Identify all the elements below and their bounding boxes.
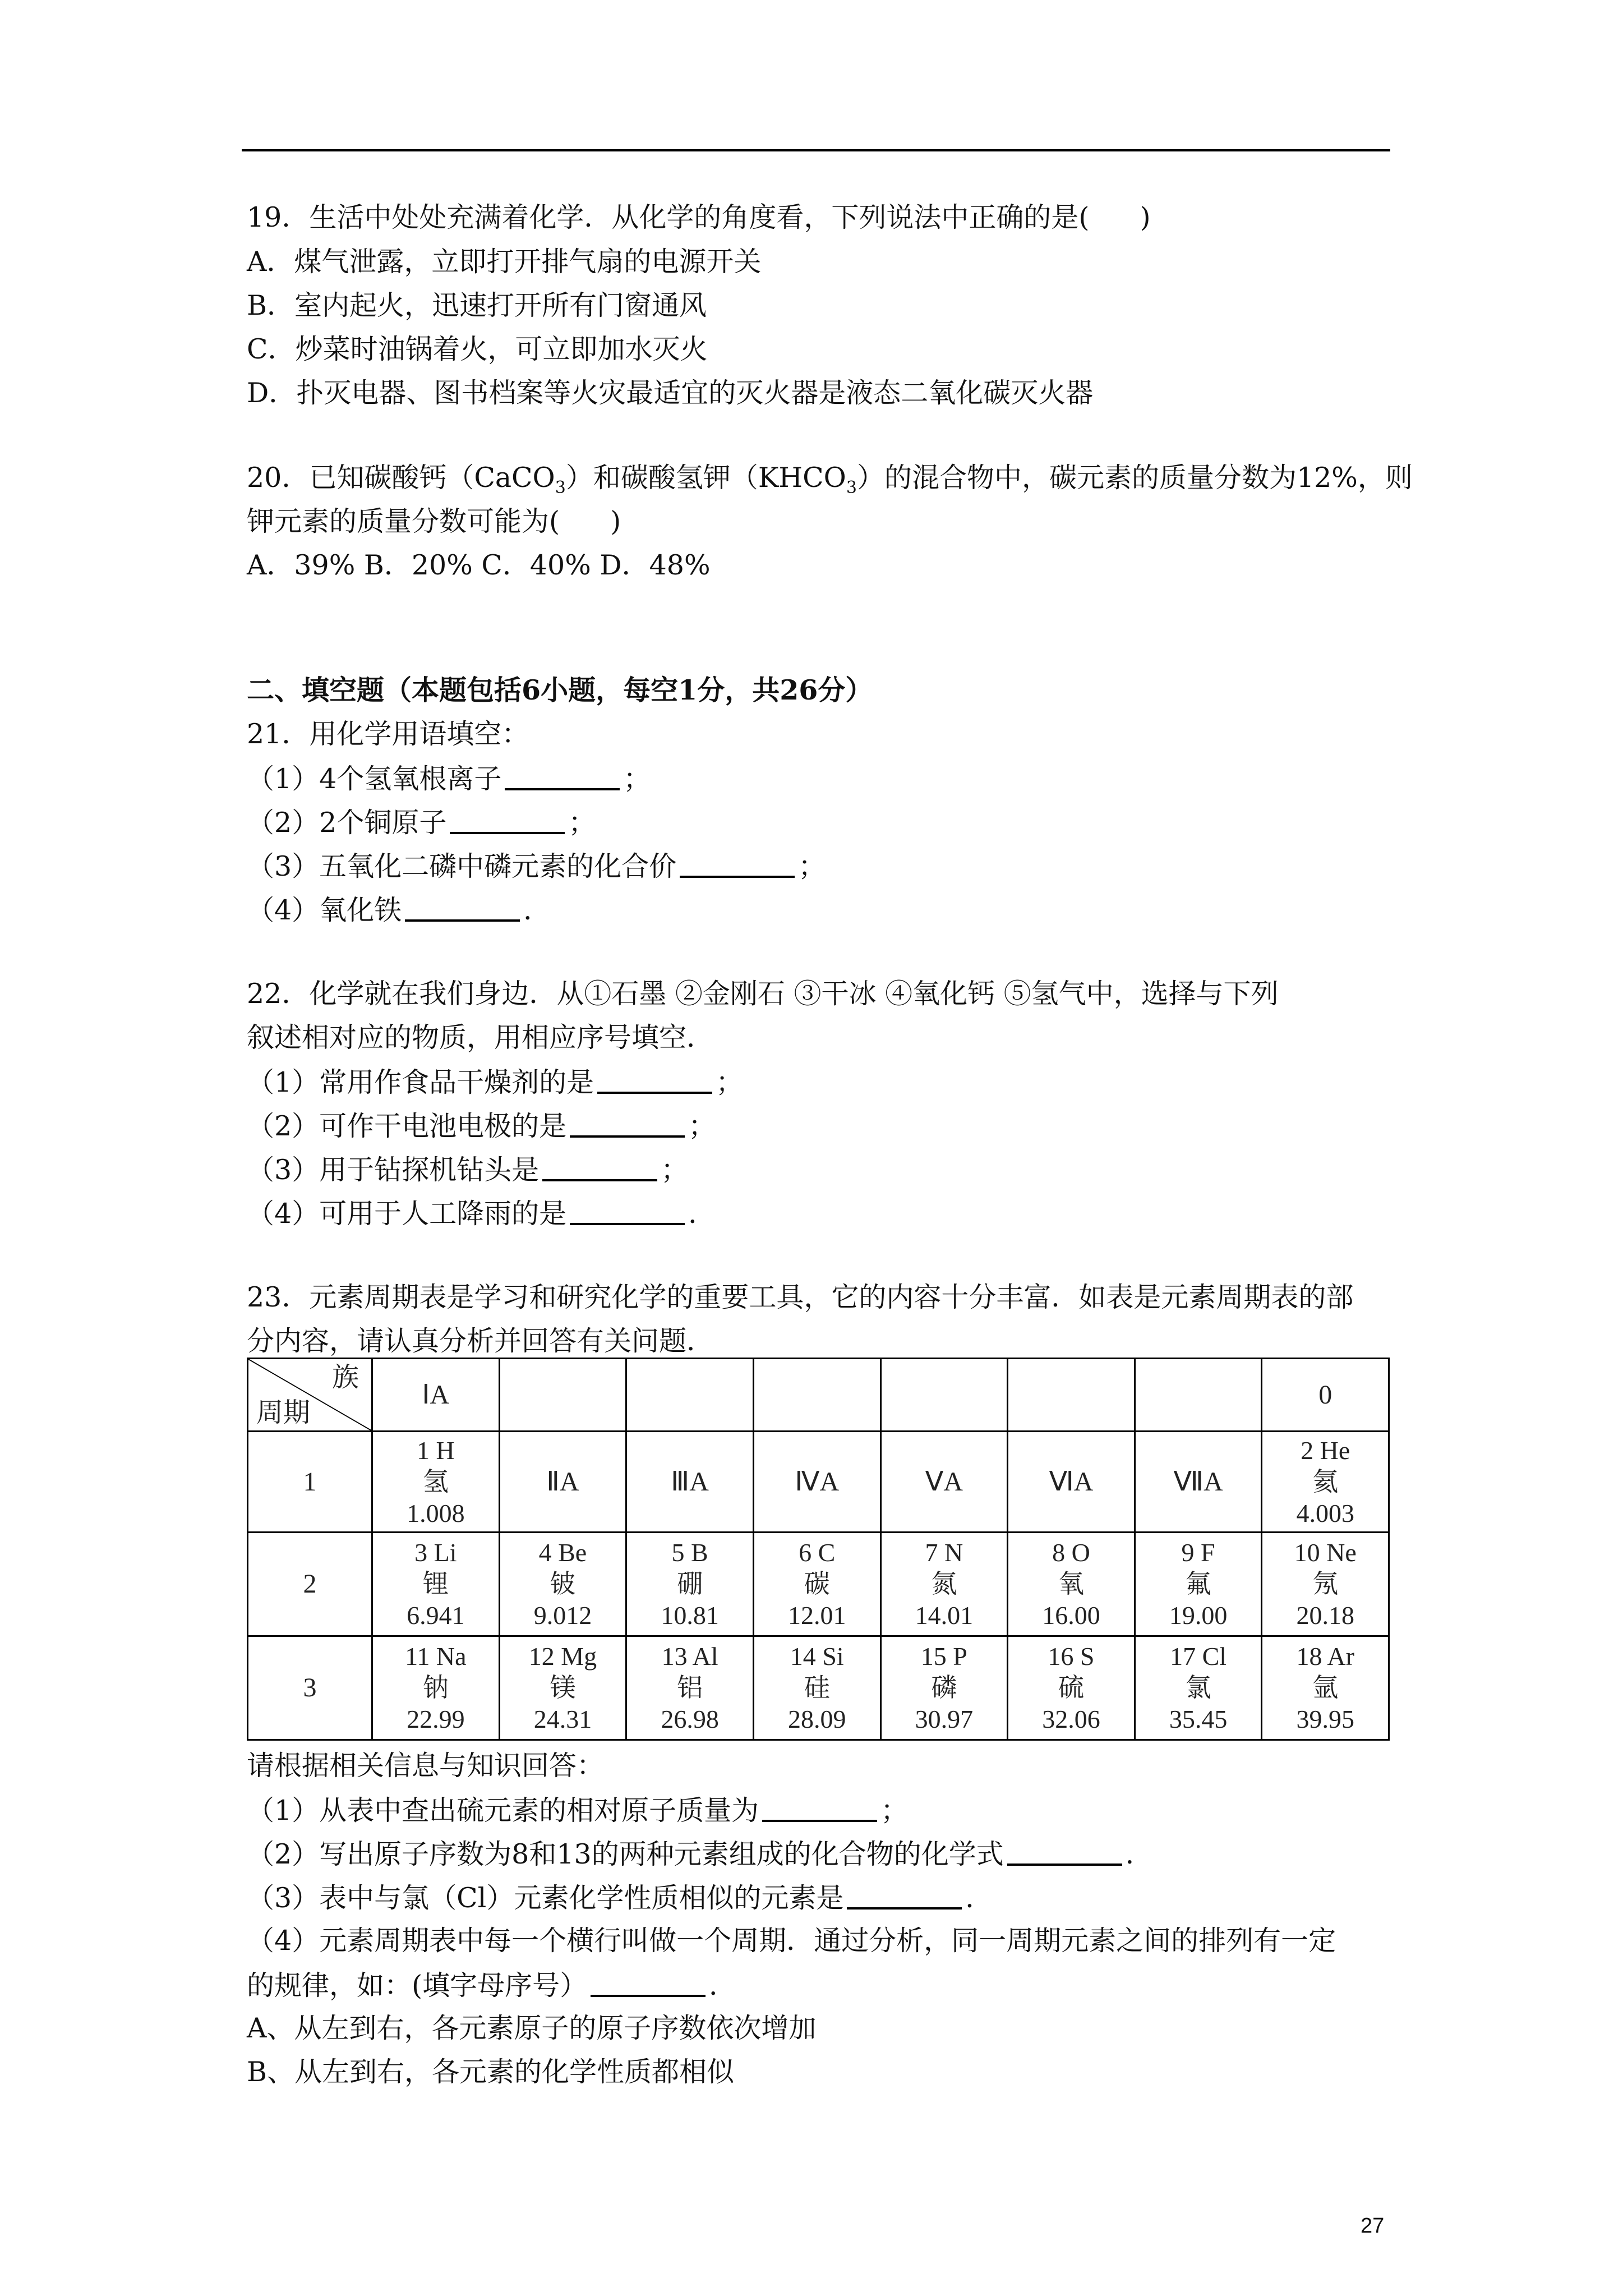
element-symbol: 1 H xyxy=(416,1435,455,1465)
empty-cell xyxy=(753,1359,880,1432)
element-name: 磷 xyxy=(931,1673,957,1702)
element-mass: 12.01 xyxy=(787,1601,846,1630)
element-symbol: 13 Al xyxy=(661,1642,718,1671)
q23-item-2: （2）写出原子序数为8和13的两种元素组成的化合物的化学式 ． xyxy=(247,1837,1153,1871)
element-name: 氮 xyxy=(931,1570,957,1598)
element-cell xyxy=(880,1636,1008,1740)
element-cell xyxy=(1262,1636,1389,1740)
element-cell xyxy=(1135,1636,1262,1740)
element-name: 硼 xyxy=(677,1570,703,1598)
element-mass: 39.95 xyxy=(1296,1705,1354,1733)
element-symbol: 2 He xyxy=(1301,1435,1350,1465)
answer-blank[interactable] xyxy=(597,1065,712,1094)
element-cell xyxy=(626,1636,754,1740)
element-name: 氩 xyxy=(1312,1673,1339,1702)
element-cell xyxy=(1262,1533,1389,1636)
element-symbol: 6 C xyxy=(799,1538,836,1567)
element-name: 氦 xyxy=(1312,1467,1339,1496)
element-mass: 4.003 xyxy=(1296,1498,1354,1527)
element-symbol: 10 Ne xyxy=(1294,1538,1357,1567)
answer-blank[interactable] xyxy=(847,1880,962,1910)
page-number: 27 xyxy=(1361,2214,1385,2238)
group-header-0: 0 xyxy=(1262,1359,1389,1432)
element-name: 氧 xyxy=(1058,1570,1084,1598)
element-symbol: 16 S xyxy=(1048,1642,1095,1671)
element-name: 锂 xyxy=(422,1570,449,1598)
element-name: 碳 xyxy=(804,1570,830,1598)
answer-blank[interactable] xyxy=(505,761,620,790)
element-name: 铍 xyxy=(550,1570,576,1598)
element-mass: 19.00 xyxy=(1169,1601,1228,1630)
empty-cell xyxy=(1135,1359,1262,1432)
element-mass: 35.45 xyxy=(1169,1705,1228,1733)
q21-item-2: （2）2个铜原子 ； xyxy=(247,805,596,840)
answer-blank[interactable] xyxy=(570,1108,685,1138)
q23-item-3: （3）表中与氯（Cl）元素化学性质相似的元素是 ． xyxy=(247,1880,993,1915)
element-mass: 1.008 xyxy=(407,1498,465,1527)
element-name: 氟 xyxy=(1185,1570,1211,1598)
corner-group-label: 族 xyxy=(331,1361,359,1393)
answer-blank[interactable] xyxy=(762,1793,877,1822)
element-name: 硅 xyxy=(804,1673,830,1702)
element-symbol: 5 B xyxy=(671,1538,708,1567)
element-cell xyxy=(1008,1533,1135,1636)
empty-cell xyxy=(880,1359,1008,1432)
q20-options: A．39% B．20% C．40% D．48% xyxy=(247,549,711,581)
period-label: 1 xyxy=(248,1432,372,1533)
element-cell xyxy=(372,1533,500,1636)
table-corner-cell xyxy=(248,1359,372,1432)
element-name: 氖 xyxy=(1312,1570,1339,1598)
element-cell xyxy=(753,1533,880,1636)
element-mass: 24.31 xyxy=(533,1705,592,1733)
element-mass: 20.18 xyxy=(1296,1601,1354,1630)
element-symbol: 18 Ar xyxy=(1296,1642,1354,1671)
element-mass: 22.99 xyxy=(407,1705,465,1733)
element-mass: 16.00 xyxy=(1042,1601,1100,1630)
period-label: 3 xyxy=(248,1636,372,1740)
q21-item-4: （4）氧化铁 ． xyxy=(247,892,551,927)
answer-blank[interactable] xyxy=(591,1968,706,1997)
element-mass: 30.97 xyxy=(915,1705,974,1733)
element-symbol: 4 Be xyxy=(538,1538,587,1567)
element-cell xyxy=(499,1636,626,1740)
element-name: 镁 xyxy=(550,1673,576,1702)
q23-option-b: B、从左到右，各元素的化学性质都相似 xyxy=(247,2056,735,2088)
q23-instruction: 请根据相关信息与知识回答： xyxy=(247,1750,605,1782)
q21-item-3: （3）五氧化二磷中磷元素的化合价 ； xyxy=(247,849,826,884)
q22-item-4: （4）可用于人工降雨的是 ． xyxy=(247,1196,716,1231)
answer-blank[interactable] xyxy=(542,1152,657,1181)
q20-stem: 20．已知碳酸钙（CaCO$_3$）和碳酸氢钾$(KHCO_3)$的混合物中，碳元素的质量分数为12%，则 xyxy=(247,462,1413,498)
element-name: 氯 xyxy=(1185,1673,1211,1702)
element-mass: 32.06 xyxy=(1042,1705,1100,1733)
corner-period-label: 周期 xyxy=(256,1397,311,1428)
element-symbol: 11 Na xyxy=(405,1642,467,1671)
group-header: ⅦA xyxy=(1135,1432,1262,1533)
element-mass: 9.012 xyxy=(533,1601,592,1630)
element-cell xyxy=(1135,1533,1262,1636)
answer-blank[interactable] xyxy=(405,892,520,922)
element-symbol: 15 P xyxy=(920,1642,967,1671)
q23-stem: 23．元素周期表是学习和研究化学的重要工具，它的内容十分丰富．如表是元素周期表的部 xyxy=(247,1281,1354,1313)
group-header: ⅡA xyxy=(499,1432,626,1533)
period-label: 2 xyxy=(248,1533,372,1636)
element-name: 钠 xyxy=(422,1673,449,1702)
element-symbol: 14 Si xyxy=(790,1642,844,1671)
element-name: 氢 xyxy=(422,1467,449,1496)
q20-stem-line2: 钾元素的质量分数可能为( ) xyxy=(247,505,621,537)
empty-cell xyxy=(499,1359,626,1432)
element-symbol: 8 O xyxy=(1052,1538,1090,1567)
q23-item-4: （4）元素周期表中每一个横行叫做一个周期．通过分析，同一周期元素之间的排列有一定 xyxy=(247,1925,1336,1957)
element-cell xyxy=(372,1432,500,1533)
q19-option-b: B．室内起火，迅速打开所有门窗通风 xyxy=(247,289,707,321)
element-name: 铝 xyxy=(677,1673,703,1702)
element-cell xyxy=(1262,1432,1389,1533)
element-symbol: 9 F xyxy=(1181,1538,1215,1567)
q22-item-3: （3）用于钻探机钻头是 ； xyxy=(247,1152,688,1187)
answer-blank[interactable] xyxy=(1007,1837,1122,1866)
answer-blank[interactable] xyxy=(570,1196,685,1225)
q19-option-a: A．煤气泄露，立即打开排气扇的电源开关 xyxy=(247,246,762,278)
q22-item-2: （2）可作干电池电极的是 ； xyxy=(247,1108,716,1143)
element-symbol: 3 Li xyxy=(414,1538,457,1567)
group-header-IA: ⅠA xyxy=(372,1359,500,1432)
element-symbol: 7 N xyxy=(925,1538,963,1567)
element-mass: 6.941 xyxy=(407,1601,465,1630)
answer-blank[interactable] xyxy=(680,849,795,878)
empty-cell xyxy=(1008,1359,1135,1432)
q19-option-c: C．炒菜时油锅着火，可立即加水灭火 xyxy=(247,333,708,365)
q21-item-1: （1）4个氢氧根离子 ； xyxy=(247,761,651,796)
element-symbol: 12 Mg xyxy=(528,1642,597,1671)
element-cell xyxy=(499,1533,626,1636)
q23-option-a: A、从左到右，各元素原子的原子序数依次增加 xyxy=(247,2012,817,2044)
q19-stem: 19．生活中处处充满着化学．从化学的角度看，下列说法中正确的是( ) xyxy=(247,201,1151,233)
element-mass: 10.81 xyxy=(661,1601,719,1630)
header-rule xyxy=(242,149,1390,151)
element-cell xyxy=(880,1533,1008,1636)
q21-stem: 21．用化学用语填空： xyxy=(247,718,529,750)
element-symbol: 17 Cl xyxy=(1170,1642,1227,1671)
element-cell xyxy=(372,1636,500,1740)
group-header: ⅢA xyxy=(626,1432,754,1533)
group-header: ⅤA xyxy=(880,1432,1008,1533)
q22-item-1: （1）常用作食品干燥剂的是 ； xyxy=(247,1065,743,1099)
element-cell xyxy=(753,1636,880,1740)
periodic-table xyxy=(247,1358,1390,1739)
q23-item-1: （1）从表中查出硫元素的相对原子质量为 ； xyxy=(247,1793,908,1828)
element-cell xyxy=(626,1533,754,1636)
q23-item-4-line2: 的规律，如：(填字母序号） ． xyxy=(247,1968,736,2003)
q22-stem: 22．化学就在我们身边．从①石墨 ②金刚石 ③干冰 ④氧化钙 ⑤氢气中，选择与下列 xyxy=(247,978,1279,1010)
q19-option-d: D．扑灭电器、图书档案等火灾最适宜的灭火器是液态二氧化碳灭火器 xyxy=(247,377,1094,409)
element-mass: 14.01 xyxy=(915,1601,974,1630)
section-heading: 二、填空题（本题包括6小题，每空1分，共26分） xyxy=(247,674,873,706)
group-header: ⅥA xyxy=(1008,1432,1135,1533)
answer-blank[interactable] xyxy=(450,805,565,834)
element-mass: 26.98 xyxy=(661,1705,719,1733)
group-header: ⅣA xyxy=(753,1432,880,1533)
element-name: 硫 xyxy=(1058,1673,1084,1702)
empty-cell xyxy=(626,1359,754,1432)
q22-stem-line2: 叙述相对应的物质，用相应序号填空． xyxy=(247,1022,714,1053)
element-cell xyxy=(1008,1636,1135,1740)
element-mass: 28.09 xyxy=(787,1705,846,1733)
q23-stem-line2: 分内容，请认真分析并回答有关问题． xyxy=(247,1325,714,1357)
